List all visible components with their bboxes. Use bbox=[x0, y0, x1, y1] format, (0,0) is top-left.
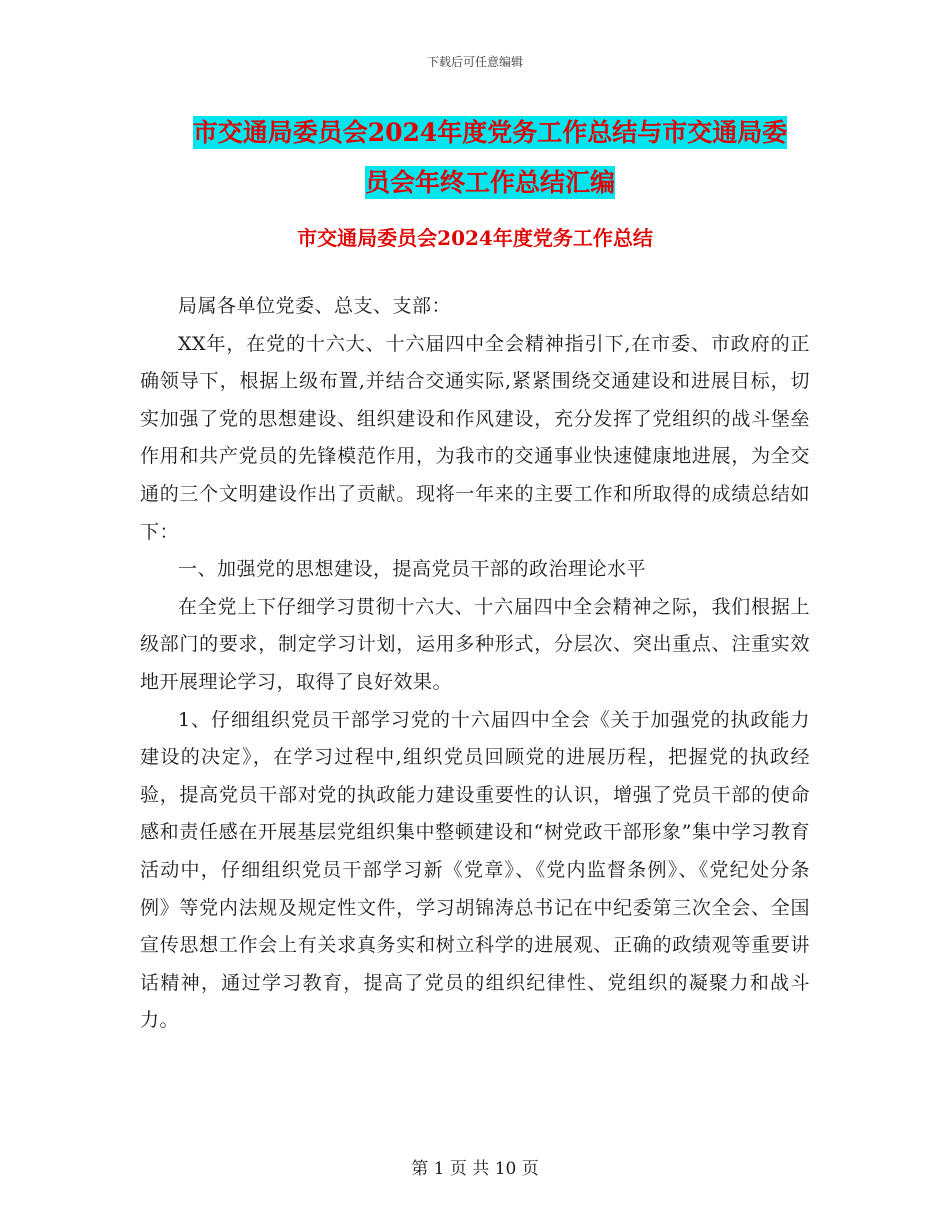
section-heading-1: 一、加强党的思想建设，提高党员干部的政治理论水平 bbox=[178, 558, 647, 581]
document-title-line-1: 市交通局委员会2024年度党务工作总结与市交通局委 bbox=[192, 118, 788, 147]
body-paragraph-item-1: 1、仔细组织党员干部学习党的十六届四中全会《关于加强党的执政能力建设的决定》，在学习过程中,组织党员回顾党的进展历程，把握党的执政经验，提高党员干部对党的执政能力建设重要性的认识，增强了党员干部的使命感和责任感在开展基层党组织集中整顿建设和“树党政干部形象”集中学习教育活动中，仔细组织党员干部学习新《党章》、《党内监督条例》、《党纪处分条例》等党内法规及规定性文件，学习胡锦涛总书记在中纪委第三次全会、全国宣传思想工作会上有关求真务实和树立科学的进展观、正确的政绩观等重要讲话精神，通过学习教育，提高了党员的组织纪律性、党组织的凝聚力和战斗力。 bbox=[140, 708, 810, 1032]
document-title-line-2: 员会年终工作总结汇编 bbox=[364, 168, 615, 197]
page-number: 第 1 页 共 10 页 bbox=[411, 1159, 539, 1179]
intro-paragraph: XX年，在党的十六大、十六届四中全会精神指引下,在市委、市政府的正确领导下，根据上级布置,并结合交通实际,紧紧围绕交通建设和进展目标，切实加强了党的思想建设、组织建设和作风建设，充分发挥了党组织的战斗堡垒作用和共产党员的先锋模范作用，为我市的交通事业快速健康地进展，为全交通的三个文明建设作出了贡献。现将一年来的主要工作和所取得的成绩总结如下： bbox=[140, 332, 810, 543]
header-note: 下载后可任意编辑 bbox=[426, 55, 523, 69]
body-paragraph: 在全党上下仔细学习贯彻十六大、十六届四中全会精神之际，我们根据上级部门的要求，制定学习计划，运用多种形式，分层次、突出重点、注重实效地开展理论学习，取得了良好效果。 bbox=[140, 595, 810, 693]
document-title bbox=[140, 108, 840, 208]
document-body bbox=[140, 288, 810, 1040]
salutation-paragraph: 局属各单位党委、总支、支部： bbox=[178, 295, 452, 317]
section-title: 市交通局委员会2024年度党务工作总结 bbox=[297, 226, 653, 250]
